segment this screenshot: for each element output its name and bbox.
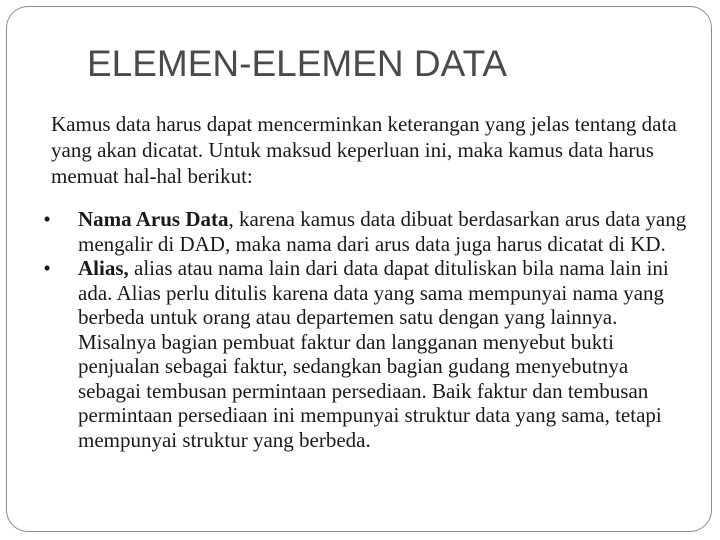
bullet-item-alias xyxy=(37,256,687,452)
bullet-item-nama-arus-data xyxy=(37,207,687,256)
bullet-list xyxy=(37,207,687,452)
intro-paragraph: Kamus data harus dapat mencerminkan keterangan yang jelas tentang data yang akan dicatat. Untuk maksud keperluan ini, maka kamus data harus memuat hal-hal berikut: xyxy=(51,112,677,188)
bullet-term: Nama Arus Data xyxy=(78,207,229,231)
bullet-icon: • xyxy=(43,256,51,280)
slide-title: ELEMEN-ELEMEN DATA xyxy=(87,43,508,84)
bullet-text: , karena kamus data dibuat berdasarkan arus data yang mengalir di DAD, maka nama dari arus data juga harus dicatat di KD. xyxy=(78,207,687,256)
bullet-term: Alias, xyxy=(78,256,129,280)
slide-frame xyxy=(6,6,712,532)
bullet-text: alias atau nama lain dari data dapat dituliskan bila nama lain ini ada. Alias perlu ditulis karena data yang sama mempunyai nama yang berbeda untuk orang atau departemen satu dengan yang lainnya. Misalnya bagian pembuat faktur dan langganan menyebut bukti penjualan sebagai faktur, sedangkan bagian gudang menyebutnya sebagai tembusan permintaan persediaan. Baik faktur dan tembusan permintaan persediaan ini mempunyai struktur data yang sama, tetapi mempunyai struktur yang berbeda. xyxy=(78,256,669,452)
bullet-icon: • xyxy=(43,207,51,231)
